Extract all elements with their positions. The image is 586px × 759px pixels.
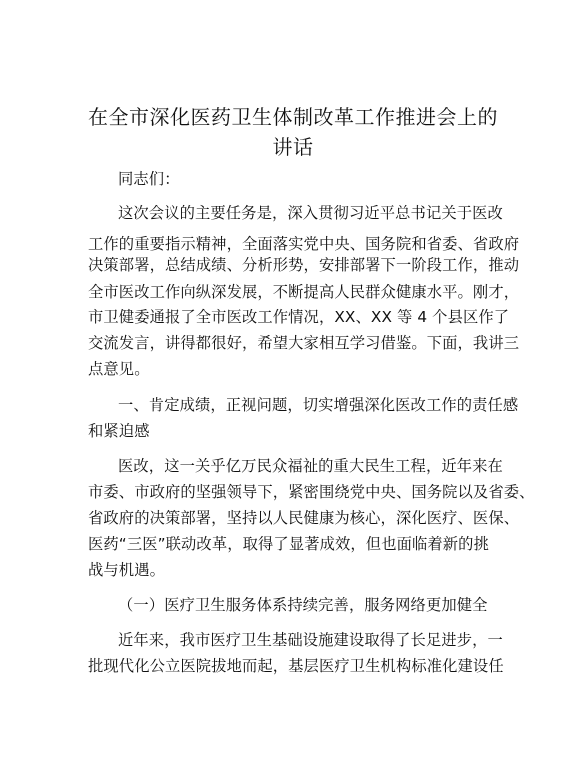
salutation: 同志们： xyxy=(118,170,180,188)
paragraph-line: 交流发言，讲得都很好，希望大家相互学习借鉴。下面，我讲三 xyxy=(88,334,520,352)
paragraph-line: 工作的重要指示精神，全面落实党中央、国务院和省委、省政府 xyxy=(88,235,520,253)
paragraph-line: 全市医改工作向纵深发展，不断提高人民群众健康水平。刚才， xyxy=(88,283,520,301)
paragraph-line: 医药“三医”联动改革，取得了显著成效，但也面临着新的挑 xyxy=(88,535,489,553)
subsection-heading: （一）医疗卫生服务体系持续完善，服务网络更加健全 xyxy=(118,596,488,614)
paragraph-line: 战与机遇。 xyxy=(88,561,165,579)
paragraph-line: 批现代化公立医院拔地而起，基层医疗卫生机构标准化建设任 xyxy=(88,657,504,675)
paragraph-line: 省政府的决策部署，坚持以人民健康为核心，深化医疗、医保、 xyxy=(88,509,520,527)
paragraph-line: 点意见。 xyxy=(88,360,150,378)
paragraph-line: 市卫健委通报了全市医改工作情况，XX、XX 等 4 个县区作了 xyxy=(88,308,510,326)
document-title-line-1: 在全市深化医药卫生体制改革工作推进会上的 xyxy=(88,105,498,129)
paragraph-line: 医改，这一关乎亿万民众福祉的重大民生工程，近年来在 xyxy=(118,457,503,475)
paragraph-line: 决策部署，总结成绩、分析形势，安排部署下一阶段工作，推动 xyxy=(88,256,520,274)
document-title-line-2: 讲话 xyxy=(272,135,314,159)
paragraph-line: 市委、市政府的坚强领导下，紧密围绕党中央、国务院以及省委、 xyxy=(88,483,535,501)
section-heading-line: 一、肯定成绩，正视问题，切实增强深化医改工作的责任感 xyxy=(118,396,519,414)
paragraph-line: 近年来，我市医疗卫生基础设施建设取得了长足进步，一 xyxy=(118,631,503,649)
paragraph-line: 这次会议的主要任务是，深入贯彻习近平总书记关于医改 xyxy=(118,204,503,222)
section-heading-line: 和紧迫感 xyxy=(88,422,150,440)
